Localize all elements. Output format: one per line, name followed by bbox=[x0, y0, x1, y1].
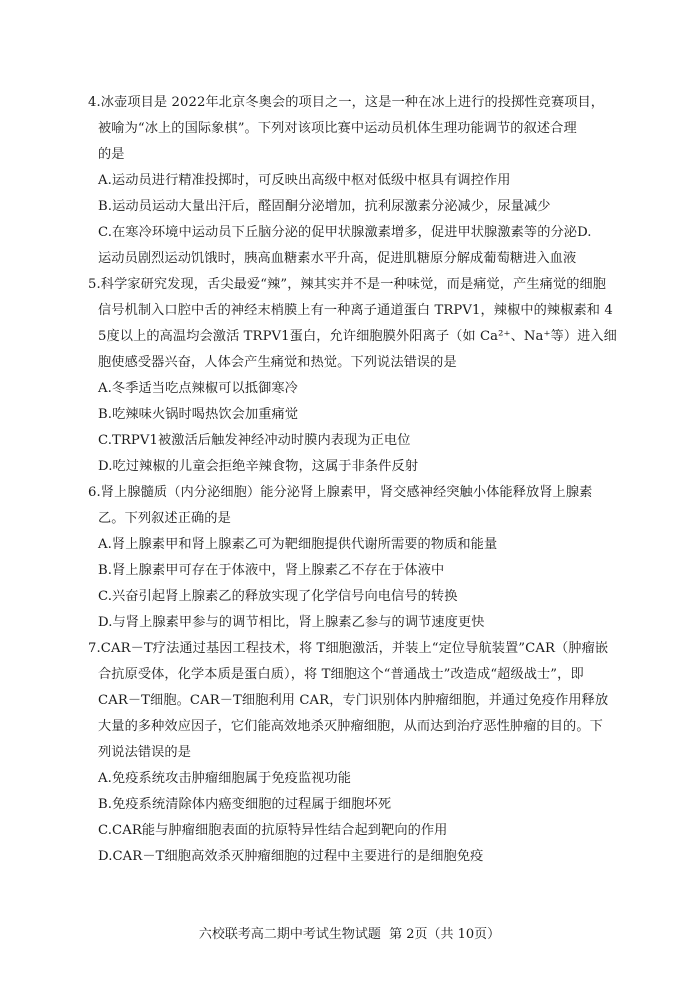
q7-option-c: C.CAR能与肿瘤细胞表面的抗原特异性结合起到靶向的作用 bbox=[98, 823, 448, 838]
q5-option-d: D.吃过辣椒的儿童会拒绝辛辣食物，这属于非条件反射 bbox=[98, 459, 419, 474]
q7-stem-line-4: 大量的多种效应因子，它们能高效地杀灭肿瘤细胞，从而达到治疗恶性肿瘤的目的。下 bbox=[98, 719, 603, 734]
question-4 bbox=[88, 90, 618, 272]
q4-option-b: B.运动员运动大量出汗后，醛固酮分泌增加，抗利尿激素分泌减少，尿量减少 bbox=[98, 199, 551, 214]
q4-option-a: A.运动员进行精准投掷时，可反映出高级中枢对低级中枢具有调控作用 bbox=[98, 173, 511, 188]
q4-option-d: 运动员剧烈运动饥饿时，胰高血糖素水平升高，促进肌糖原分解成葡萄糖进入血液 bbox=[98, 251, 577, 266]
q5-stem-line-3: 5度以上的高温均会激活 TRPV1蛋白，允许细胞膜外阳离子（如 Ca²⁺、Na⁺等）进入细 bbox=[98, 329, 617, 344]
q5-option-c: C.TRPV1被激活后触发神经冲动时膜内表现为正电位 bbox=[98, 433, 411, 448]
q4-stem-line-2: 被喻为“冰上的国际象棋”。下列对该项比赛中运动员机体生理功能调节的叙述合理 bbox=[98, 121, 577, 136]
q7-stem-line-3: CAR－T细胞。CAR－T细胞利用 CAR，专门识别体内肿瘤细胞，并通过免疫作用释放 bbox=[98, 693, 609, 708]
q6-option-a: A.肾上腺素甲和肾上腺素乙可为靶细胞提供代谢所需要的物质和能量 bbox=[98, 537, 498, 552]
q7-option-b: B.免疫系统清除体内癌变细胞的过程属于细胞坏死 bbox=[98, 797, 392, 812]
q4-stem-line-3: 的是 bbox=[98, 147, 125, 162]
page-footer bbox=[0, 926, 699, 944]
q7-option-d: D.CAR－T细胞高效杀灭肿瘤细胞的过程中主要进行的是细胞免疫 bbox=[98, 849, 484, 864]
q5-stem-line-1: 5.科学家研究发现，舌尖最爱“辣”，辣其实并不是一种味觉，而是痛觉，产生痛觉的细胞 bbox=[88, 277, 607, 292]
q6-option-b: B.肾上腺素甲可存在于体液中，肾上腺素乙不存在于体液中 bbox=[98, 563, 445, 578]
q6-option-d: D.与肾上腺素甲参与的调节相比，肾上腺素乙参与的调节速度更快 bbox=[98, 615, 485, 630]
question-7 bbox=[88, 636, 618, 870]
q5-stem-line-2: 信号机制入口腔中舌的神经末梢膜上有一种离子通道蛋白 TRPV1，辣椒中的辣椒素和 4 bbox=[98, 303, 613, 318]
q7-option-a: A.免疫系统攻击肿瘤细胞属于免疫监视功能 bbox=[98, 771, 352, 786]
q7-stem-line-2: 合抗原受体，化学本质是蛋白质），将 T细胞这个“普通战士”改造成“超级战士”，即 bbox=[98, 667, 584, 682]
q6-stem-line-2: 乙。下列叙述正确的是 bbox=[98, 511, 231, 526]
q6-option-c: C.兴奋引起肾上腺素乙的释放实现了化学信号向电信号的转换 bbox=[98, 589, 458, 604]
q5-option-b: B.吃辣味火锅时喝热饮会加重痛觉 bbox=[98, 407, 299, 422]
q5-stem-line-4: 胞使感受器兴奋，人体会产生痛觉和热觉。下列说法错误的是 bbox=[98, 355, 457, 370]
q5-option-a: A.冬季适当吃点辣椒可以抵御寒冷 bbox=[98, 381, 298, 396]
question-6 bbox=[88, 480, 618, 636]
q7-stem-line-1: 7.CAR－T疗法通过基因工程技术，将 T细胞激活，并装上“定位导航装置”CAR（肿瘤嵌 bbox=[88, 641, 609, 656]
question-5 bbox=[88, 272, 618, 480]
q6-stem-line-1: 6.肾上腺髓质（内分泌细胞）能分泌肾上腺素甲，肾交感神经突触小体能释放肾上腺素 bbox=[88, 485, 593, 500]
q4-stem-line-1: 4.冰壶项目是 2022年北京冬奥会的项目之一，这是一种在冰上进行的投掷性竞赛项目， bbox=[88, 95, 605, 110]
footer-text: 六校联考高二期中考试生物试题 第 2页（共 10页） bbox=[198, 927, 501, 942]
q4-option-c: C.在寒冷环境中运动员下丘脑分泌的促甲状腺激素增多，促进甲状腺激素等的分泌D. bbox=[98, 225, 592, 240]
q7-stem-line-5: 列说法错误的是 bbox=[98, 745, 192, 760]
